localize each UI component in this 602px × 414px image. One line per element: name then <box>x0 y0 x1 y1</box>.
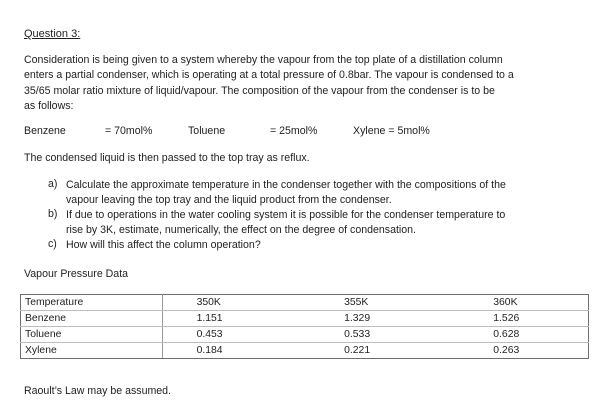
vapour-pressure-title: Vapour Pressure Data <box>24 268 129 280</box>
toluene-label: Toluene <box>188 125 226 137</box>
question-text-line: How will this affect the column operation? <box>66 239 261 251</box>
benzene-label: Benzene <box>24 125 66 137</box>
vapour-pressure-table <box>20 294 589 359</box>
intro-paragraph <box>24 53 589 114</box>
table-cell: Xylene <box>21 343 163 359</box>
question-marker: c) <box>48 238 57 250</box>
intro-line: Consideration is being given to a system whereby the vapour from the top plate of a distillation column <box>24 54 503 66</box>
question-text-line: If due to operations in the water cooling system it is possible for the condenser temperature to <box>66 209 506 221</box>
question-heading: Question 3: <box>24 28 81 40</box>
table-cell: 0.628 <box>459 327 588 343</box>
question-text-line: rise by 3K, estimate, numerically, the effect on the degree of condensation. <box>66 223 416 236</box>
question-text-line: Calculate the approximate temperature in the condenser together with the compositions of the <box>66 179 506 191</box>
table-cell: 1.151 <box>162 311 310 327</box>
table-header-row <box>21 295 589 311</box>
table-cell: 0.453 <box>162 327 310 343</box>
intro-line: enters a partial condenser, which is operating at a total pressure of 0.8bar. The vapour is condensed to a <box>24 69 514 82</box>
table-cell: 0.263 <box>459 343 588 359</box>
table-row <box>21 327 589 343</box>
toluene-value: = 25mol% <box>270 125 318 137</box>
table-cell: 355K <box>310 295 459 311</box>
intro-line: 35/65 molar ratio mixture of liquid/vapour. The composition of the vapour from the condenser is to be <box>24 84 495 97</box>
table-cell: 1.329 <box>310 311 459 327</box>
question-text-line: vapour leaving the top tray and the liquid product from the condenser. <box>66 193 392 206</box>
table-cell: Temperature <box>21 295 163 311</box>
raoult-note: Raoult’s Law may be assumed. <box>24 385 172 397</box>
table-row <box>21 311 589 327</box>
question-marker: a) <box>48 178 58 190</box>
question-marker: b) <box>48 208 58 220</box>
table-cell: 0.533 <box>310 327 459 343</box>
intro-line: as follows: <box>24 99 74 112</box>
table-cell: 1.526 <box>459 311 588 327</box>
table-cell: Benzene <box>21 311 163 327</box>
xylene-composition: Xylene = 5mol% <box>353 125 430 137</box>
table-cell: 350K <box>162 295 310 311</box>
reflux-statement: The condensed liquid is then passed to the top tray as reflux. <box>24 152 310 164</box>
table-cell: Toluene <box>21 327 163 343</box>
table-row <box>21 343 589 359</box>
table-cell: 0.184 <box>162 343 310 359</box>
benzene-value: = 70mol% <box>105 125 153 137</box>
table-cell: 360K <box>459 295 588 311</box>
table-cell: 0.221 <box>310 343 459 359</box>
